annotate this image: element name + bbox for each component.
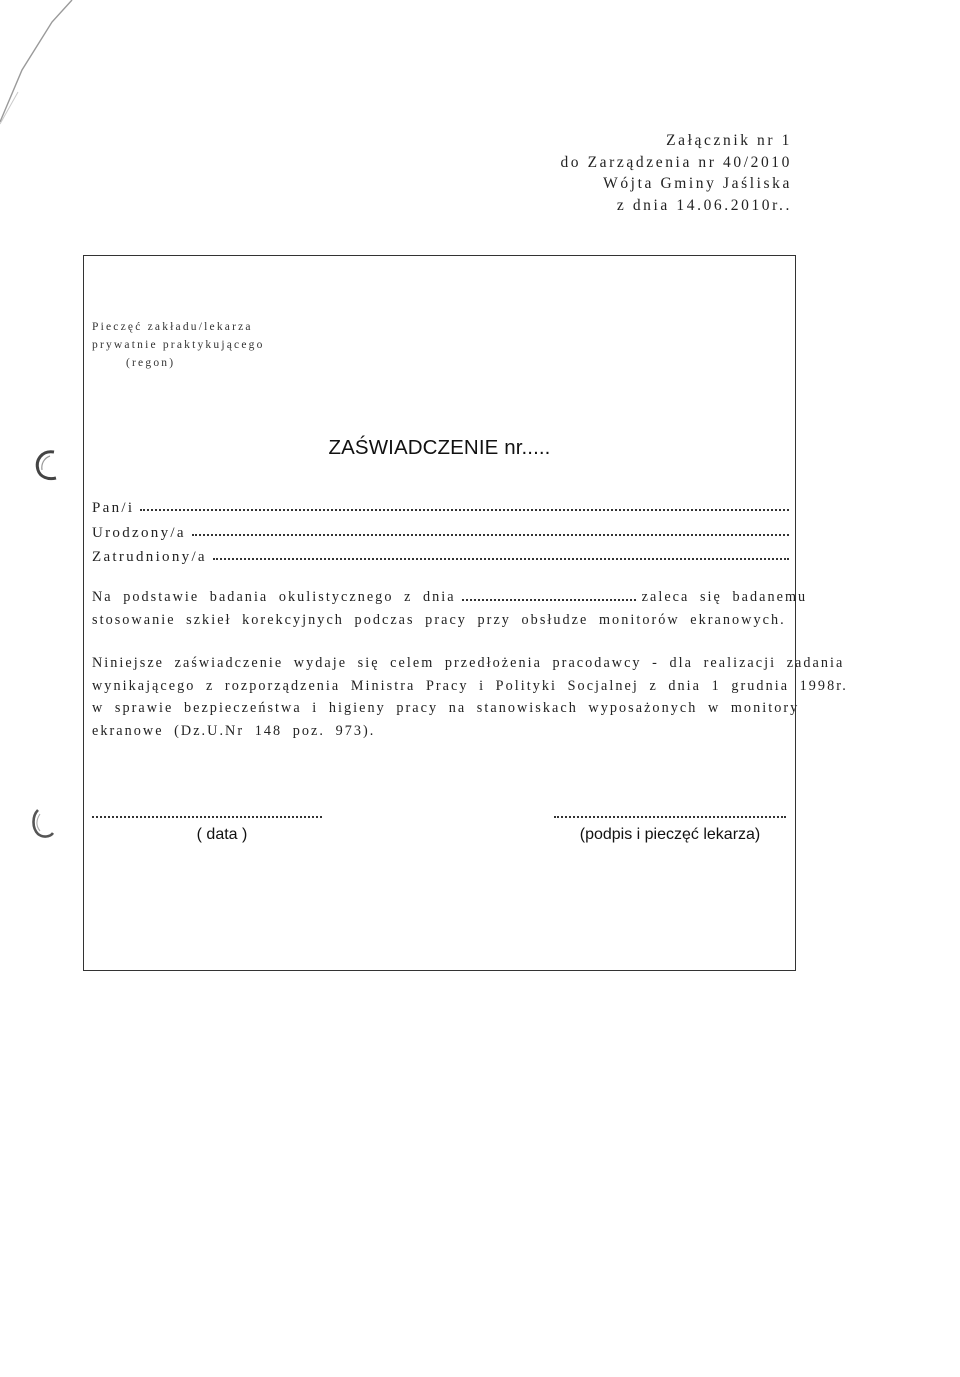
statement-line-3: w sprawie bezpieczeństwa i higieny pracy na stanowiskach wyposażonych w monitory — [92, 700, 800, 716]
document-title: ZAŚWIADCZENIE nr..... — [328, 436, 551, 459]
name-label: Pan/i — [92, 500, 135, 516]
attachment-header — [560, 130, 792, 216]
statement-paragraph — [92, 652, 848, 742]
date-label: ( data ) — [196, 826, 248, 843]
born-label: Urodzony/a — [92, 525, 186, 541]
stamp-line-2: prywatnie praktykującego — [92, 339, 265, 351]
certificate-frame — [83, 255, 848, 971]
signature-fill-line[interactable] — [554, 804, 786, 818]
attachment-line-2: do Zarządzenia nr 40/2010 — [560, 153, 792, 171]
date-signature-block — [92, 804, 322, 844]
employed-label: Zatrudniony/a — [92, 549, 207, 565]
stamp-regon: (regon) — [126, 357, 176, 369]
statement-line-2: wynikającego z rozporządzenia Ministra Pracy i Polityki Socjalnej z dnia 1 grudnia 1998r. — [92, 677, 848, 694]
date-fill-line[interactable] — [92, 804, 322, 818]
employed-field[interactable] — [92, 549, 789, 566]
statement-line-1: Niniejsze zaświadczenie wydaje się celem przedłożenia pracodawcy - dla realizacji zadania — [92, 655, 845, 671]
recommendation-text-end: zaleca się badanemu — [641, 589, 808, 605]
stamp-line-1: Pieczęć zakładu/lekarza — [92, 321, 253, 333]
statement-line-4: ekranowe (Dz.U.Nr 148 poz. 973). — [92, 722, 376, 739]
born-fill-line[interactable] — [192, 525, 789, 536]
attachment-line-3: Wójta Gminy Jaśliska — [603, 175, 792, 192]
exam-date-fill-line[interactable] — [462, 593, 636, 601]
attachment-line-1: Załącznik nr 1 — [666, 132, 792, 149]
recommendation-paragraph — [92, 586, 808, 632]
name-fill-line[interactable] — [140, 500, 789, 511]
attachment-line-4: z dnia 14.06.2010r.. — [616, 196, 792, 214]
stamp-placeholder — [92, 318, 265, 372]
recommendation-text-start: Na podstawie badania okulistycznego z dnia — [92, 589, 456, 605]
born-field[interactable] — [92, 525, 789, 542]
punch-hole-bottom-icon — [28, 806, 54, 840]
doctor-signature-block — [554, 804, 786, 844]
employed-fill-line[interactable] — [213, 549, 789, 560]
name-field[interactable] — [92, 500, 789, 517]
signature-label: (podpis i pieczęć lekarza) — [579, 826, 761, 843]
recommendation-line-2: stosowanie szkieł korekcyjnych podczas pracy przy obsłudze monitorów ekranowych. — [92, 612, 786, 628]
punch-hole-top-icon — [32, 448, 58, 482]
page-fold-edge — [0, 0, 90, 130]
